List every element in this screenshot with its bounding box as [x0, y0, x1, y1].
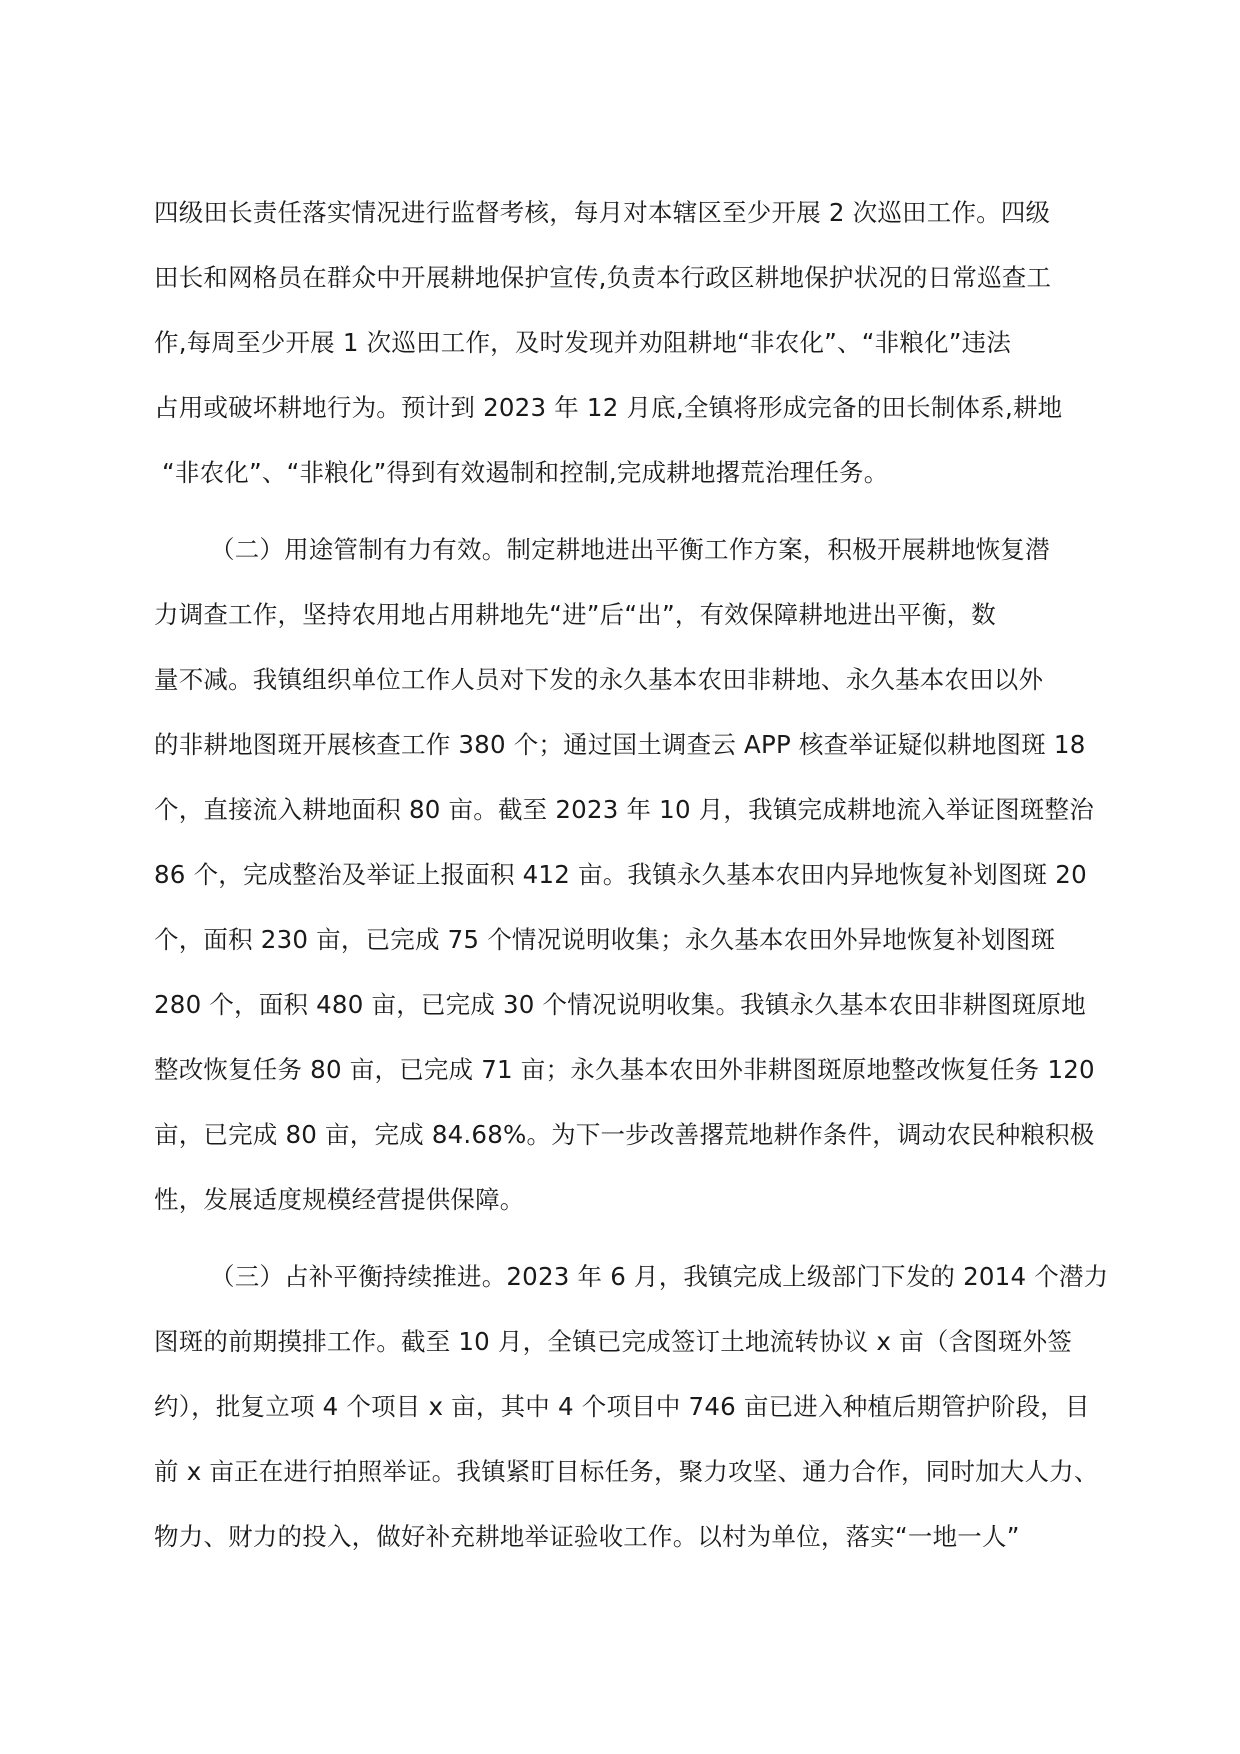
body-text-line: 力调查工作，坚持农用地占用耕地先“进”后“出”，有效保障耕地进出平衡，数: [154, 600, 996, 629]
body-text-line: 作,每周至少开展 1 次巡田工作，及时发现并劝阻耕地“非农化”、“非粮化”违法: [154, 328, 1012, 357]
section-heading-line: （三）占补平衡持续推进。2023 年 6 月，我镇完成上级部门下发的 2014 个潜力: [210, 1262, 1109, 1291]
section-heading-line: （二）用途管制有力有效。制定耕地进出平衡工作方案，积极开展耕地恢复潜: [210, 535, 1050, 564]
body-text-line: “非农化”、“非粮化”得到有效遏制和控制,完成耕地撂荒治理任务。: [162, 458, 889, 487]
body-text-line: 280 个，面积 480 亩，已完成 30 个情况说明收集。我镇永久基本农田非耕图斑原地: [154, 990, 1086, 1019]
body-text-line: 亩，已完成 80 亩，完成 84.68%。为下一步改善撂荒地耕作条件，调动农民种粮积极: [154, 1120, 1095, 1149]
body-text-line: 86 个，完成整治及举证上报面积 412 亩。我镇永久基本农田内异地恢复补划图斑 20: [154, 860, 1087, 889]
body-text-line: 约），批复立项 4 个项目 x 亩，其中 4 个项目中 746 亩已进入种植后期管护阶段，目: [154, 1392, 1090, 1421]
body-text-line: 占用或破坏耕地行为。预计到 2023 年 12 月底,全镇将形成完备的田长制体系,耕地: [154, 393, 1063, 422]
body-text-line: 个，直接流入耕地面积 80 亩。截至 2023 年 10 月，我镇完成耕地流入举证图斑整治: [154, 795, 1094, 824]
body-text-line: 物力、财力的投入，做好补充耕地举证验收工作。以村为单位，落实“一地一人”: [154, 1522, 1020, 1551]
body-text-line: 整改恢复任务 80 亩，已完成 71 亩；永久基本农田外非耕图斑原地整改恢复任务 120: [154, 1055, 1095, 1084]
body-text-line: 四级田长责任落实情况进行监督考核，每月对本辖区至少开展 2 次巡田工作。四级: [154, 198, 1051, 227]
body-text-line: 性，发展适度规模经营提供保障。: [154, 1185, 525, 1214]
body-text-line: 个，面积 230 亩，已完成 75 个情况说明收集；永久基本农田外异地恢复补划图斑: [154, 925, 1056, 954]
body-text-line: 图斑的前期摸排工作。截至 10 月，全镇已完成签订土地流转协议 x 亩（含图斑外签: [154, 1327, 1073, 1356]
body-text-line: 的非耕地图斑开展核查工作 380 个；通过国土调查云 APP 核查举证疑似耕地图斑 18: [154, 730, 1086, 759]
body-text-line: 田长和网格员在群众中开展耕地保护宣传,负责本行政区耕地保护状况的日常巡查工: [154, 263, 1052, 292]
body-text-line: 前 x 亩正在进行拍照举证。我镇紧盯目标任务，聚力攻坚、通力合作，同时加大人力、: [154, 1457, 1099, 1486]
body-text-line: 量不减。我镇组织单位工作人员对下发的永久基本农田非耕地、永久基本农田以外: [154, 665, 1044, 694]
